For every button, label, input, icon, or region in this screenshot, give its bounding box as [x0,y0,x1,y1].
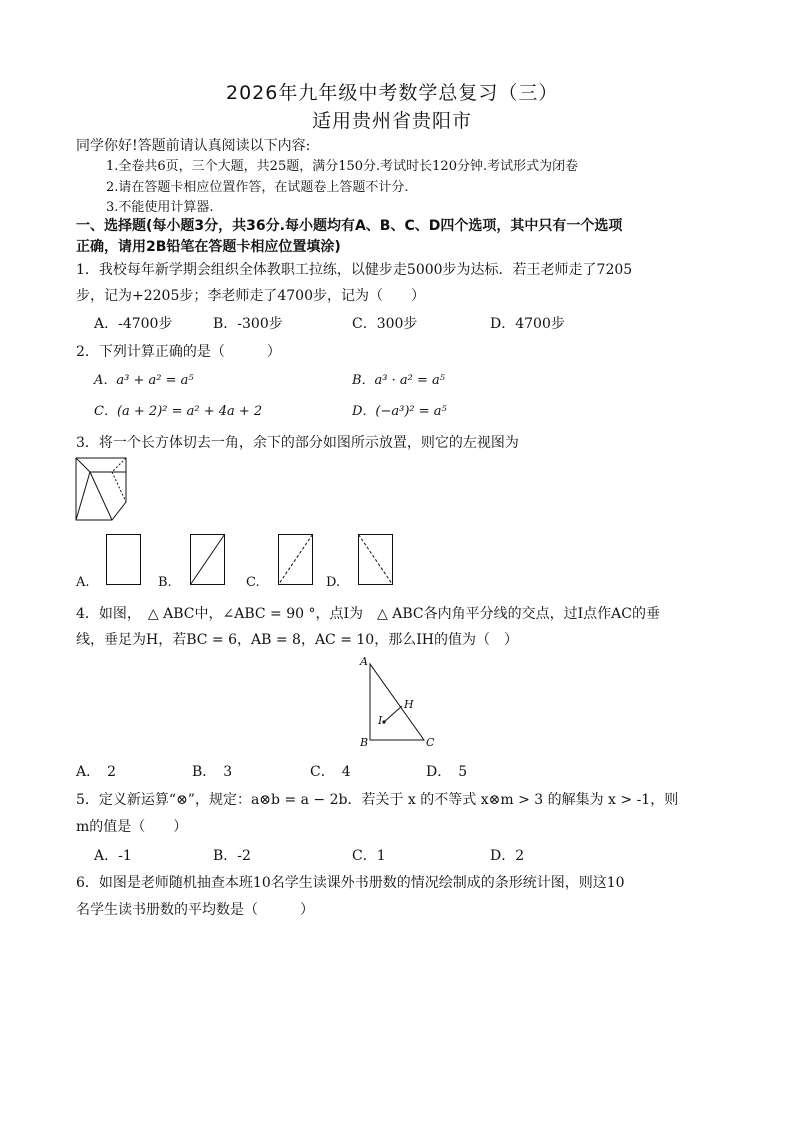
notice-item-2: 2.请在答题卡相应位置作答，在试题卷上答题不计分. [106,180,409,195]
q1-stem-line2: 步，记为+2205步；李老师走了4700步，记为（ ） [76,288,425,304]
q1-option-a: A．-4700步 [94,316,173,332]
q2-stem: 2．下列计算正确的是（ ） [76,344,281,360]
q3-option-c-label: C. [246,575,260,590]
q4-option-b: B． 3 [192,764,233,780]
q5-stem-line2: m的值是（ ） [76,819,188,835]
q3-option-d-label: D. [326,575,341,590]
section-heading-line1: 一、选择题(每小题3分，共36分.每小题均有A、B、C、D四个选项，其中只有一个选项 [76,218,623,234]
q1-stem-line1: 1．我校每年新学期会组织全体教职工拉练，以健步走5000步为达标．若王老师走了7205 [76,262,633,278]
q1-option-d: D．4700步 [490,316,565,332]
q3-option-d-figure [358,534,394,586]
section-heading-line2: 正确，请用2B铅笔在答题卡相应位置填涂) [76,239,341,255]
q4-label-c: C [426,736,435,749]
notice-item-3: 3.不能使用计算器. [106,200,214,215]
q4-option-a: A． 2 [76,764,117,780]
q5-stem-line1: 5．定义新运算“⊗”，规定：a⊗b = a − 2b．若关于 x 的不等式 x⊗m > 3 的解集为 x > -1，则 [76,792,679,808]
q4-triangle-figure [356,656,436,748]
q2-option-d: D．(−a³)² = a⁵ [352,404,447,419]
q4-stem-line1: 4．如图， △ ABC中，∠ABC = 90 °，点I为 △ ABC各内角平分线的交点，过I点作AC的垂 [76,606,660,622]
q5-option-c: C．1 [352,848,386,864]
q3-option-a-label: A. [76,575,90,590]
q5-option-a: A．-1 [94,848,132,864]
q2-option-a: A．a³ + a² = a⁵ [94,373,194,388]
q3-stem: 3．将一个长方体切去一角，余下的部分如图所示放置，则它的左视图为 [76,435,519,451]
q6-stem-line2: 名学生读书册数的平均数是（ ） [76,902,314,918]
q4-option-d: D． 5 [426,764,468,780]
q1-option-b: B．-300步 [213,316,283,332]
q3-option-c-figure [278,534,314,586]
page-title: 2026年九年级中考数学总复习（三） [226,82,559,104]
q4-stem-line2: 线，垂足为H，若BC = 6，AB = 8，AC = 10，那么IH的值为（ ） [76,632,518,648]
q3-solid-figure [74,456,134,528]
q4-label-h: H [404,698,414,711]
q3-option-b-figure [190,534,226,586]
q4-label-a: A [360,655,368,668]
q5-option-b: B．-2 [213,848,251,864]
q1-option-c: C．300步 [352,316,418,332]
q3-option-a-figure [106,534,142,586]
q5-option-d: D．2 [490,848,525,864]
q4-label-i: I [378,714,383,727]
page-subtitle: 适用贵州省贵阳市 [312,110,473,132]
notice-greeting: 同学你好!答题前请认真阅读以下内容: [76,138,311,154]
q2-option-c: C．(a + 2)² = a² + 4a + 2 [94,404,263,419]
q4-option-c: C． 4 [310,764,351,780]
q3-option-b-label: B. [158,575,172,590]
q6-stem-line1: 6．如图是老师随机抽查本班10名学生读课外书册数的情况绘制成的条形统计图，则这10 [76,875,625,891]
q4-label-b: B [360,736,369,749]
q2-option-b: B．a³ · a² = a⁵ [352,373,445,388]
notice-item-1: 1.全卷共6页，三个大题，共25题，满分150分.考试时长120分钟.考试形式为闭卷 [106,159,579,174]
